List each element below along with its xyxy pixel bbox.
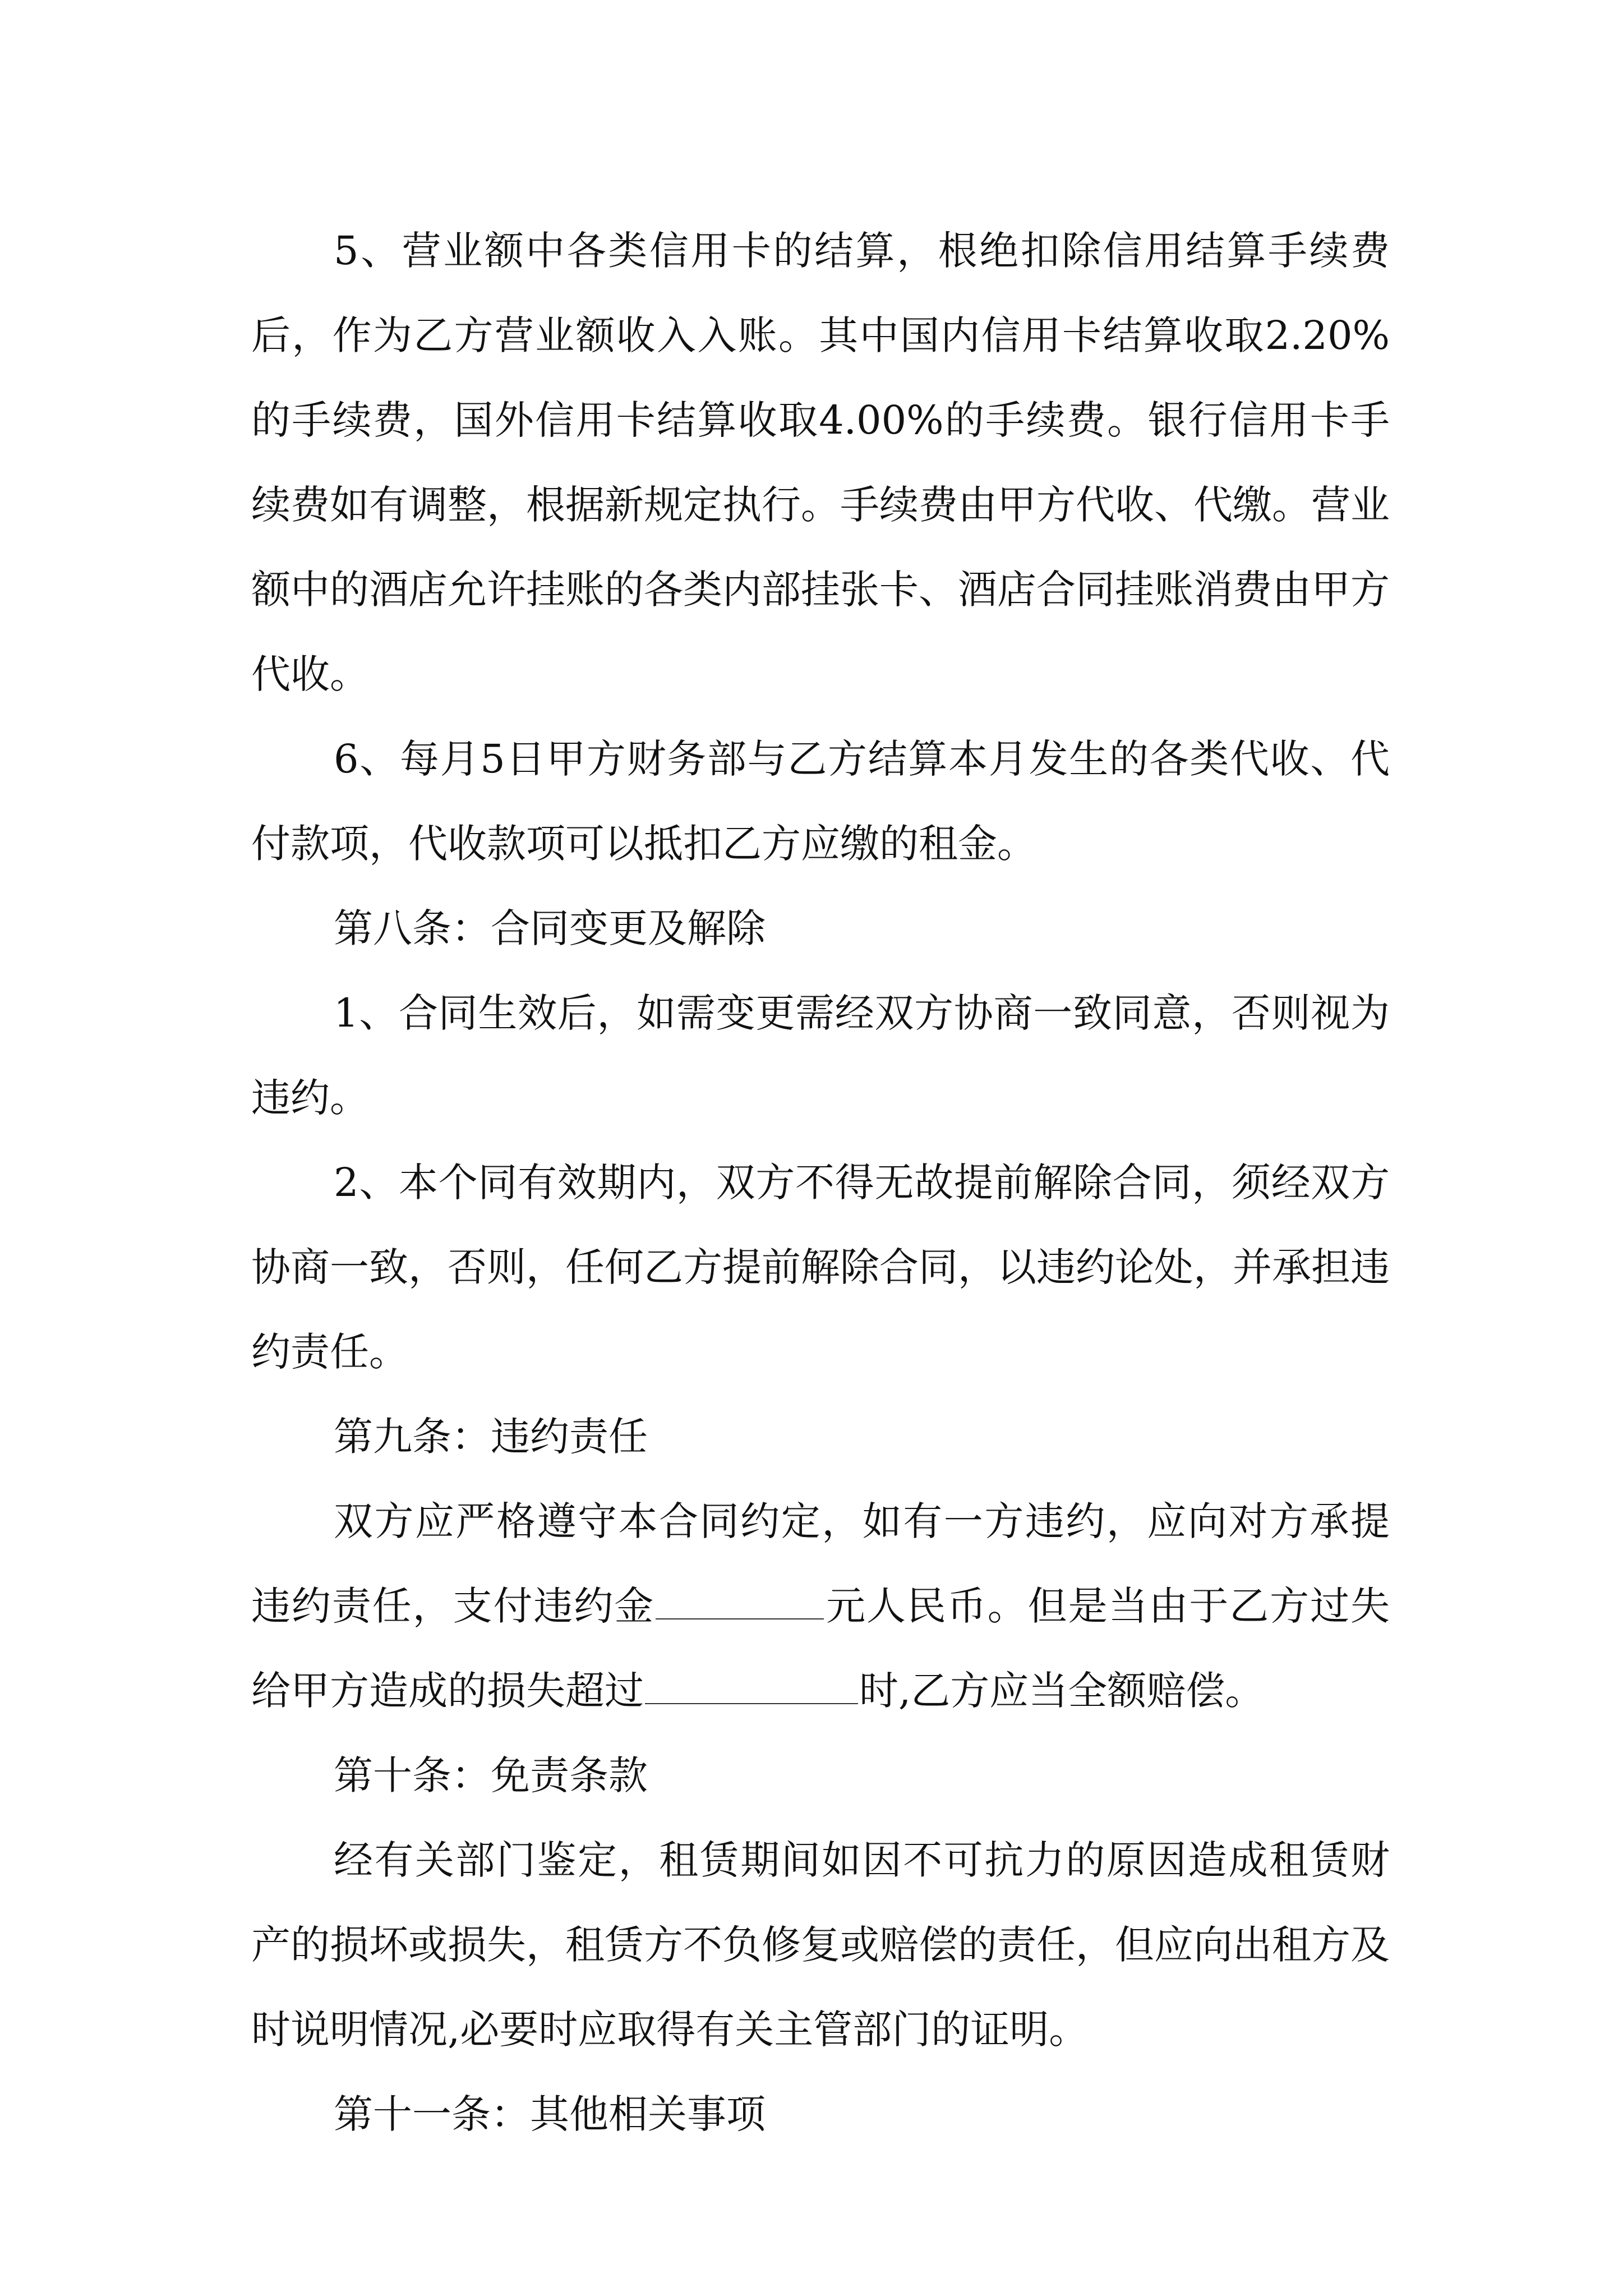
heading-article-8: 第八条：合同变更及解除 — [334, 905, 766, 951]
penalty-amount-blank — [656, 1585, 824, 1619]
heading-article-10: 第十条：免责条款 — [334, 1752, 648, 1798]
breach-text-part3: 时,乙方应当全额赔偿。 — [859, 1668, 1265, 1714]
breach-text-part2: 元人民币。但是当由于乙方过失给甲方造成的损失超过 — [251, 1583, 1390, 1714]
paragraph-breach-liability — [251, 1479, 1390, 1733]
paragraph-monthly-settlement: 6、每月5日甲方财务部与乙方结算本月发生的各类代收、代付款项，代收款项可以抵扣乙方应缴的租金。 — [251, 736, 1390, 867]
paragraph-force-majeure: 经有关部门鉴定，租赁期间如因不可抗力的原因造成租赁财产的损坏或损失，租赁方不负修复或赔偿的责任，但应向出租方及时说明情况,必要时应取得有关主管部门的证明。 — [251, 1837, 1390, 2053]
loss-threshold-blank — [645, 1669, 858, 1704]
heading-article-9: 第九条：违约责任 — [334, 1414, 648, 1460]
paragraph-contract-change: 1、合同生效后，如需变更需经双方协商一致同意，否则视为违约。 — [251, 990, 1390, 1121]
document-body — [251, 209, 1390, 2157]
breach-text-part1: 双方应严格遵守本合同约定，如有一方违约，应向对方承提违约责任，支付违约金 — [251, 1498, 1390, 1629]
heading-article-11: 第十一条：其他相关事项 — [334, 2091, 766, 2137]
paragraph-contract-termination: 2、本个同有效期内，双方不得无故提前解除合同，须经双方协商一致，否则，任何乙方提前解除合同，以违约论处，并承担违约责任。 — [251, 1159, 1390, 1375]
paragraph-credit-card-settlement: 5、营业额中各类信用卡的结算，根绝扣除信用结算手续费后，作为乙方营业额收入入账。其中国内信用卡结算收取2.20%的手续费，国外信用卡结算收取4.00%的手续费。银行信用卡手续费如有调整，根据新规定执行。手续费由甲方代收、代缴。营业额中的酒店允许挂账的各类内部挂张卡、酒店合同挂账消费由甲方代收。 — [251, 228, 1390, 697]
